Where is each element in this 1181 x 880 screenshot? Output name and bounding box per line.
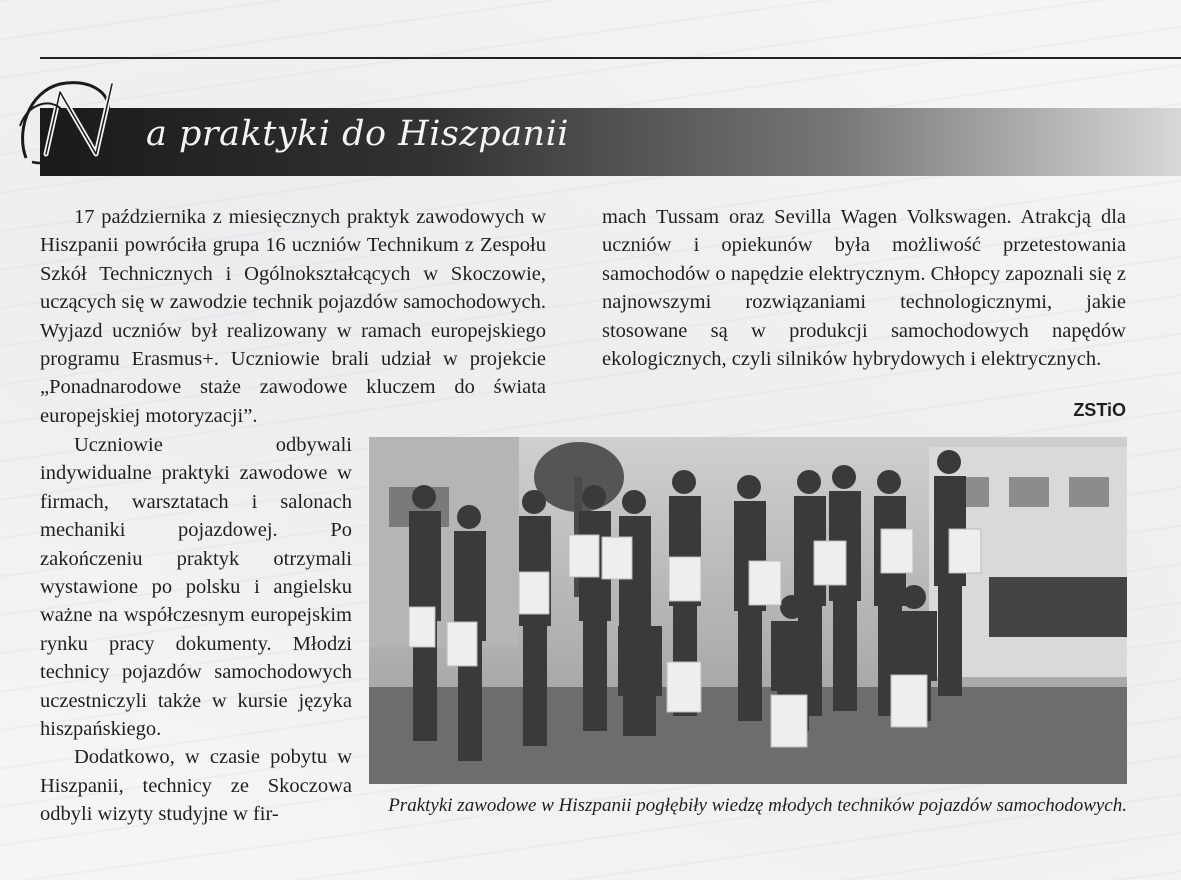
author-signature: ZSTiO bbox=[1073, 400, 1126, 420]
decorative-initial-letter bbox=[8, 62, 128, 182]
paragraph-study-visits: Dodatkowo, w czasie pobytu w Hiszpanii, technicy ze Skoczowa odbyli wizyty studyjne w fir- bbox=[40, 746, 352, 826]
title-rest-text: a praktyki do Hiszpanii bbox=[146, 114, 569, 154]
group-photo bbox=[369, 437, 1127, 784]
article-title bbox=[146, 114, 569, 154]
right-column bbox=[602, 203, 1126, 373]
left-column-narrow bbox=[40, 431, 352, 829]
paragraph-intro: 17 października z miesięcznych praktyk zawodowych w Hiszpanii powróciła grupa 16 uczniów Technikum z Zespołu Szkół Technicznych i Ogólnokształcących w Skoczowie, uczących się w zawodzie technik pojazdów samochodowych. Wyjazd uczniów był realizowany w ramach europejskiego programu Erasmus+. Uczniowie brali udział w projekcie „Ponadnarodowe staże zawodowe kluczem do świata europejskiej motoryzacji”. bbox=[40, 206, 546, 427]
top-rule bbox=[40, 57, 1181, 59]
photo-caption: Praktyki zawodowe w Hiszpanii pogłębiły wiedzę młodych techników pojazdów samochodowych. bbox=[388, 795, 1127, 816]
paragraph-internships: Uczniowie odbywali indywidualne praktyki zawodowe w firmach, warsztatach i salonach mechaniki pojazdowej. Po zakończeniu praktyk otrzymali wystawione po polsku i angielsku ważne na współczesnym europejskim rynku pracy dokumenty. Młodzi technicy pojazdów samochodowych uczestniczyli także w kursie języka hiszpańskiego. bbox=[40, 434, 352, 741]
paragraph-continuation: mach Tussam oraz Sevilla Wagen Volkswagen. Atrakcją dla uczniów i opiekunów była możliwość przetestowania samochodów o napędzie elektrycznym. Chłopcy zapoznali się z najnowszymi rozwiązaniami technologicznymi, jakie stosowane są w produkcji samochodowych napędów ekologicznych, czyli silników hybrydowych i elektrycznych. bbox=[602, 206, 1126, 371]
left-column-top bbox=[40, 203, 546, 430]
